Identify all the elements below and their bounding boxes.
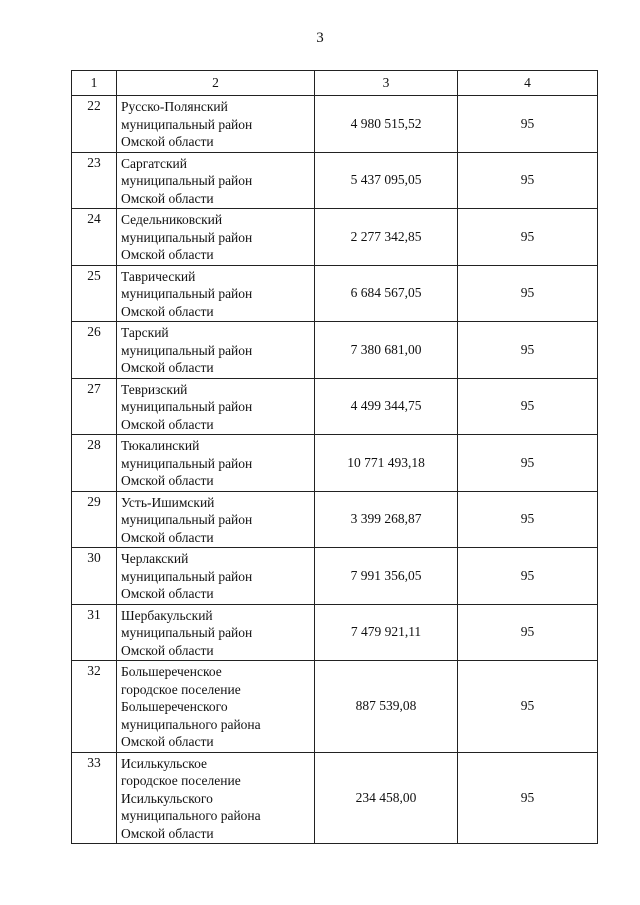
municipality-name-line: Омской области [121, 190, 214, 206]
percent-value: 95 [458, 209, 598, 266]
municipality-name-line: Черлакский [121, 551, 189, 566]
allocation-table [71, 70, 598, 844]
municipality-name-line: Омской области [121, 642, 214, 658]
amount-value: 234 458,00 [315, 752, 458, 844]
table-row [72, 96, 598, 153]
table-row [72, 491, 598, 548]
percent-value: 95 [458, 752, 598, 844]
municipality-name-line: Омской области [121, 586, 214, 601]
municipality-name-line: Омской области [121, 473, 214, 488]
amount-value: 4 980 515,52 [315, 96, 458, 153]
municipality-name-line: муниципальный район [121, 568, 253, 584]
municipality-name-line: муниципального района [121, 808, 261, 823]
row-number: 26 [72, 322, 117, 379]
municipality-name-line: городское поселение [121, 773, 241, 788]
municipality-name [117, 96, 315, 153]
municipality-name-line: Омской области [121, 416, 214, 432]
amount-value: 7 380 681,00 [315, 322, 458, 379]
municipality-name-line: Исилькульского [121, 790, 213, 806]
row-number: 30 [72, 548, 117, 605]
table-body [72, 71, 598, 844]
municipality-name-line: муниципальный район [121, 399, 253, 414]
municipality-name-line: муниципальный район [121, 625, 253, 640]
amount-value: 4 499 344,75 [315, 378, 458, 435]
municipality-name-line: муниципальный район [121, 286, 253, 301]
percent-value: 95 [458, 378, 598, 435]
table-row [72, 752, 598, 844]
percent-value: 95 [458, 152, 598, 209]
municipality-name [117, 265, 315, 322]
municipality-name-line: Омской области [121, 825, 214, 841]
municipality-name-line: городское поселение [121, 681, 241, 697]
row-number: 33 [72, 752, 117, 844]
municipality-name-line: Омской области [121, 247, 214, 262]
table-header-row [72, 71, 598, 96]
municipality-name [117, 752, 315, 844]
percent-value: 95 [458, 491, 598, 548]
row-number: 29 [72, 491, 117, 548]
column-header-4: 4 [458, 71, 598, 96]
column-header-2: 2 [117, 71, 315, 96]
municipality-name-line: Тюкалинский [121, 438, 200, 453]
percent-value: 95 [458, 661, 598, 753]
amount-value: 10 771 493,18 [315, 435, 458, 492]
row-number: 25 [72, 265, 117, 322]
amount-value: 887 539,08 [315, 661, 458, 753]
amount-value: 6 684 567,05 [315, 265, 458, 322]
amount-value: 3 399 268,87 [315, 491, 458, 548]
row-number: 31 [72, 604, 117, 661]
column-header-1: 1 [72, 71, 117, 96]
municipality-name-line: Тарский [121, 325, 169, 340]
municipality-name-line: Русско-Полянский [121, 99, 228, 114]
municipality-name-line: муниципальный район [121, 512, 253, 527]
municipality-name-line: Большереченского [121, 699, 228, 714]
amount-value: 7 991 356,05 [315, 548, 458, 605]
table-row [72, 435, 598, 492]
municipality-name-line: Омской области [121, 529, 214, 545]
municipality-name [117, 604, 315, 661]
municipality-name-line: муниципального района [121, 716, 261, 732]
row-number: 24 [72, 209, 117, 266]
amount-value: 7 479 921,11 [315, 604, 458, 661]
table-row [72, 322, 598, 379]
row-number: 28 [72, 435, 117, 492]
table-row [72, 378, 598, 435]
municipality-name [117, 548, 315, 605]
municipality-name-line: муниципальный район [121, 342, 253, 358]
municipality-name-line: Усть-Ишимский [121, 494, 215, 510]
table-row [72, 209, 598, 266]
municipality-name-line: муниципальный район [121, 229, 253, 245]
municipality-name [117, 209, 315, 266]
municipality-name-line: Омской области [121, 734, 214, 749]
percent-value: 95 [458, 548, 598, 605]
municipality-name [117, 491, 315, 548]
municipality-name-line: муниципальный район [121, 116, 253, 132]
municipality-name-line: Саргатский [121, 155, 187, 171]
municipality-name [117, 378, 315, 435]
table-row [72, 265, 598, 322]
row-number: 22 [72, 96, 117, 153]
municipality-name-line: муниципальный район [121, 173, 253, 188]
table-row [72, 661, 598, 753]
percent-value: 95 [458, 435, 598, 492]
column-header-3: 3 [315, 71, 458, 96]
row-number: 27 [72, 378, 117, 435]
municipality-name-line: Исилькульское [121, 755, 208, 771]
municipality-name-line: Большереченское [121, 664, 222, 679]
municipality-name-line: Таврический [121, 268, 196, 284]
table-row [72, 548, 598, 605]
page-number: 3 [316, 30, 324, 46]
table-row [72, 604, 598, 661]
amount-value: 2 277 342,85 [315, 209, 458, 266]
municipality-name [117, 435, 315, 492]
row-number: 23 [72, 152, 117, 209]
municipality-name-line: Седельниковский [121, 212, 223, 227]
municipality-name [117, 322, 315, 379]
percent-value: 95 [458, 96, 598, 153]
row-number: 32 [72, 661, 117, 753]
municipality-name-line: Омской области [121, 134, 214, 149]
percent-value: 95 [458, 604, 598, 661]
municipality-name [117, 152, 315, 209]
municipality-name [117, 661, 315, 753]
municipality-name-line: Шербакульский [121, 607, 213, 623]
municipality-name-line: муниципальный район [121, 455, 253, 471]
municipality-name-line: Омской области [121, 360, 214, 375]
percent-value: 95 [458, 265, 598, 322]
percent-value: 95 [458, 322, 598, 379]
table-row [72, 152, 598, 209]
municipality-name-line: Тевризский [121, 381, 188, 397]
amount-value: 5 437 095,05 [315, 152, 458, 209]
municipality-name-line: Омской области [121, 303, 214, 319]
